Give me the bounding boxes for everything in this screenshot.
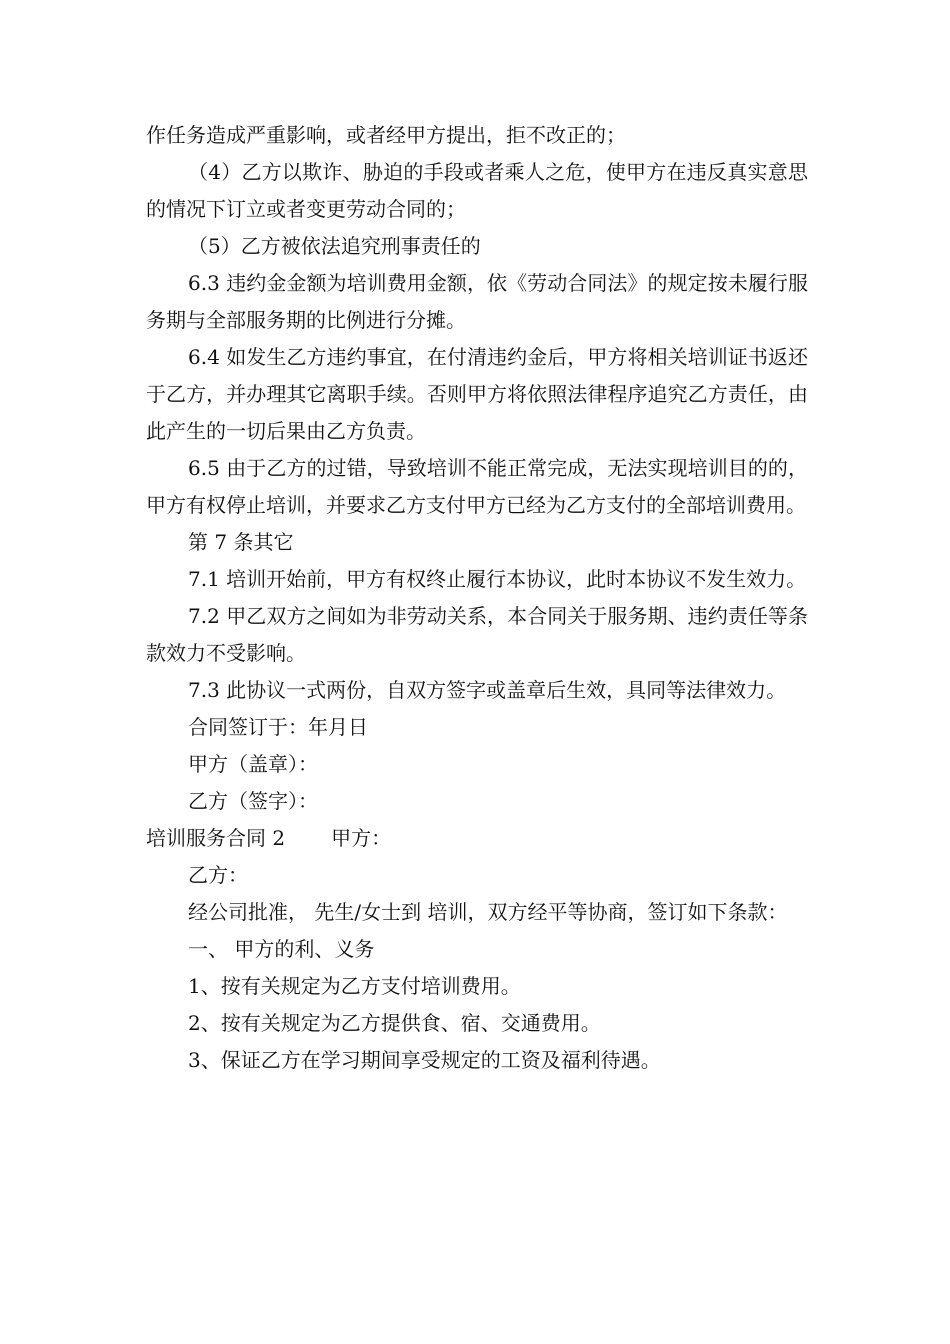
section-7-heading: 第 7 条其它 [188,530,294,554]
party-b-signature: 乙方（签字）： [188,789,318,813]
paragraph-item-5: （5）乙方被依法追究刑事责任的 [188,234,481,258]
obligation-1: 1、按有关规定为乙方支付培训费用。 [188,974,521,998]
paragraph-item-4: （4）乙方以欺诈、胁迫的手段或者乘人之危，使甲方在违反真实意思的情况下订立或者变更劳动合同的； [146,160,808,221]
obligation-2: 2、按有关规定为乙方提供食、宿、交通费用。 [188,1011,601,1035]
section-1-heading: 一、 甲方的利、义务 [188,937,375,961]
paragraph-7-3: 7.3 此协议一式两份，自双方签字或盖章后生效，具同等法律效力。 [188,678,787,702]
signing-date: 合同签订于：年月日 [188,715,368,739]
paragraph-continuation: 作任务造成严重影响，或者经甲方提出，拒不改正的； [146,123,626,147]
contract-2-title: 培训服务合同 2 [146,826,286,850]
document-body [146,117,808,1079]
contract-2-header [146,820,808,857]
paragraph-6-3: 6.3 违约金金额为培训费用金额，依《劳动合同法》的规定按未履行服务期与全部服务期的比例进行分摊。 [146,271,808,332]
paragraph-6-5: 6.5 由于乙方的过错，导致培训不能正常完成，无法实现培训目的的，甲方有权停止培训，并要求乙方支付甲方已经为乙方支付的全部培训费用。 [146,456,808,517]
paragraph-7-1: 7.1 培训开始前，甲方有权终止履行本协议，此时本协议不发生效力。 [188,567,807,591]
party-a-seal: 甲方（盖章）： [188,752,318,776]
contract-2-party-b: 乙方： [188,863,248,887]
contract-2-party-a: 甲方： [331,826,392,850]
obligation-3: 3、保证乙方在学习期间享受规定的工资及福利待遇。 [188,1048,661,1072]
paragraph-7-2: 7.2 甲乙双方之间如为非劳动关系，本合同关于服务期、违约责任等条款效力不受影响。 [146,604,808,665]
paragraph-6-4: 6.4 如发生乙方违约事宜，在付清违约金后，甲方将相关培训证书返还于乙方，并办理其它离职手续。否则甲方将依照法律程序追究乙方责任，由此产生的一切后果由乙方负责。 [146,345,808,443]
contract-2-intro: 经公司批准， 先生/女士到 培训，双方经平等协商，签订如下条款： [188,900,788,924]
